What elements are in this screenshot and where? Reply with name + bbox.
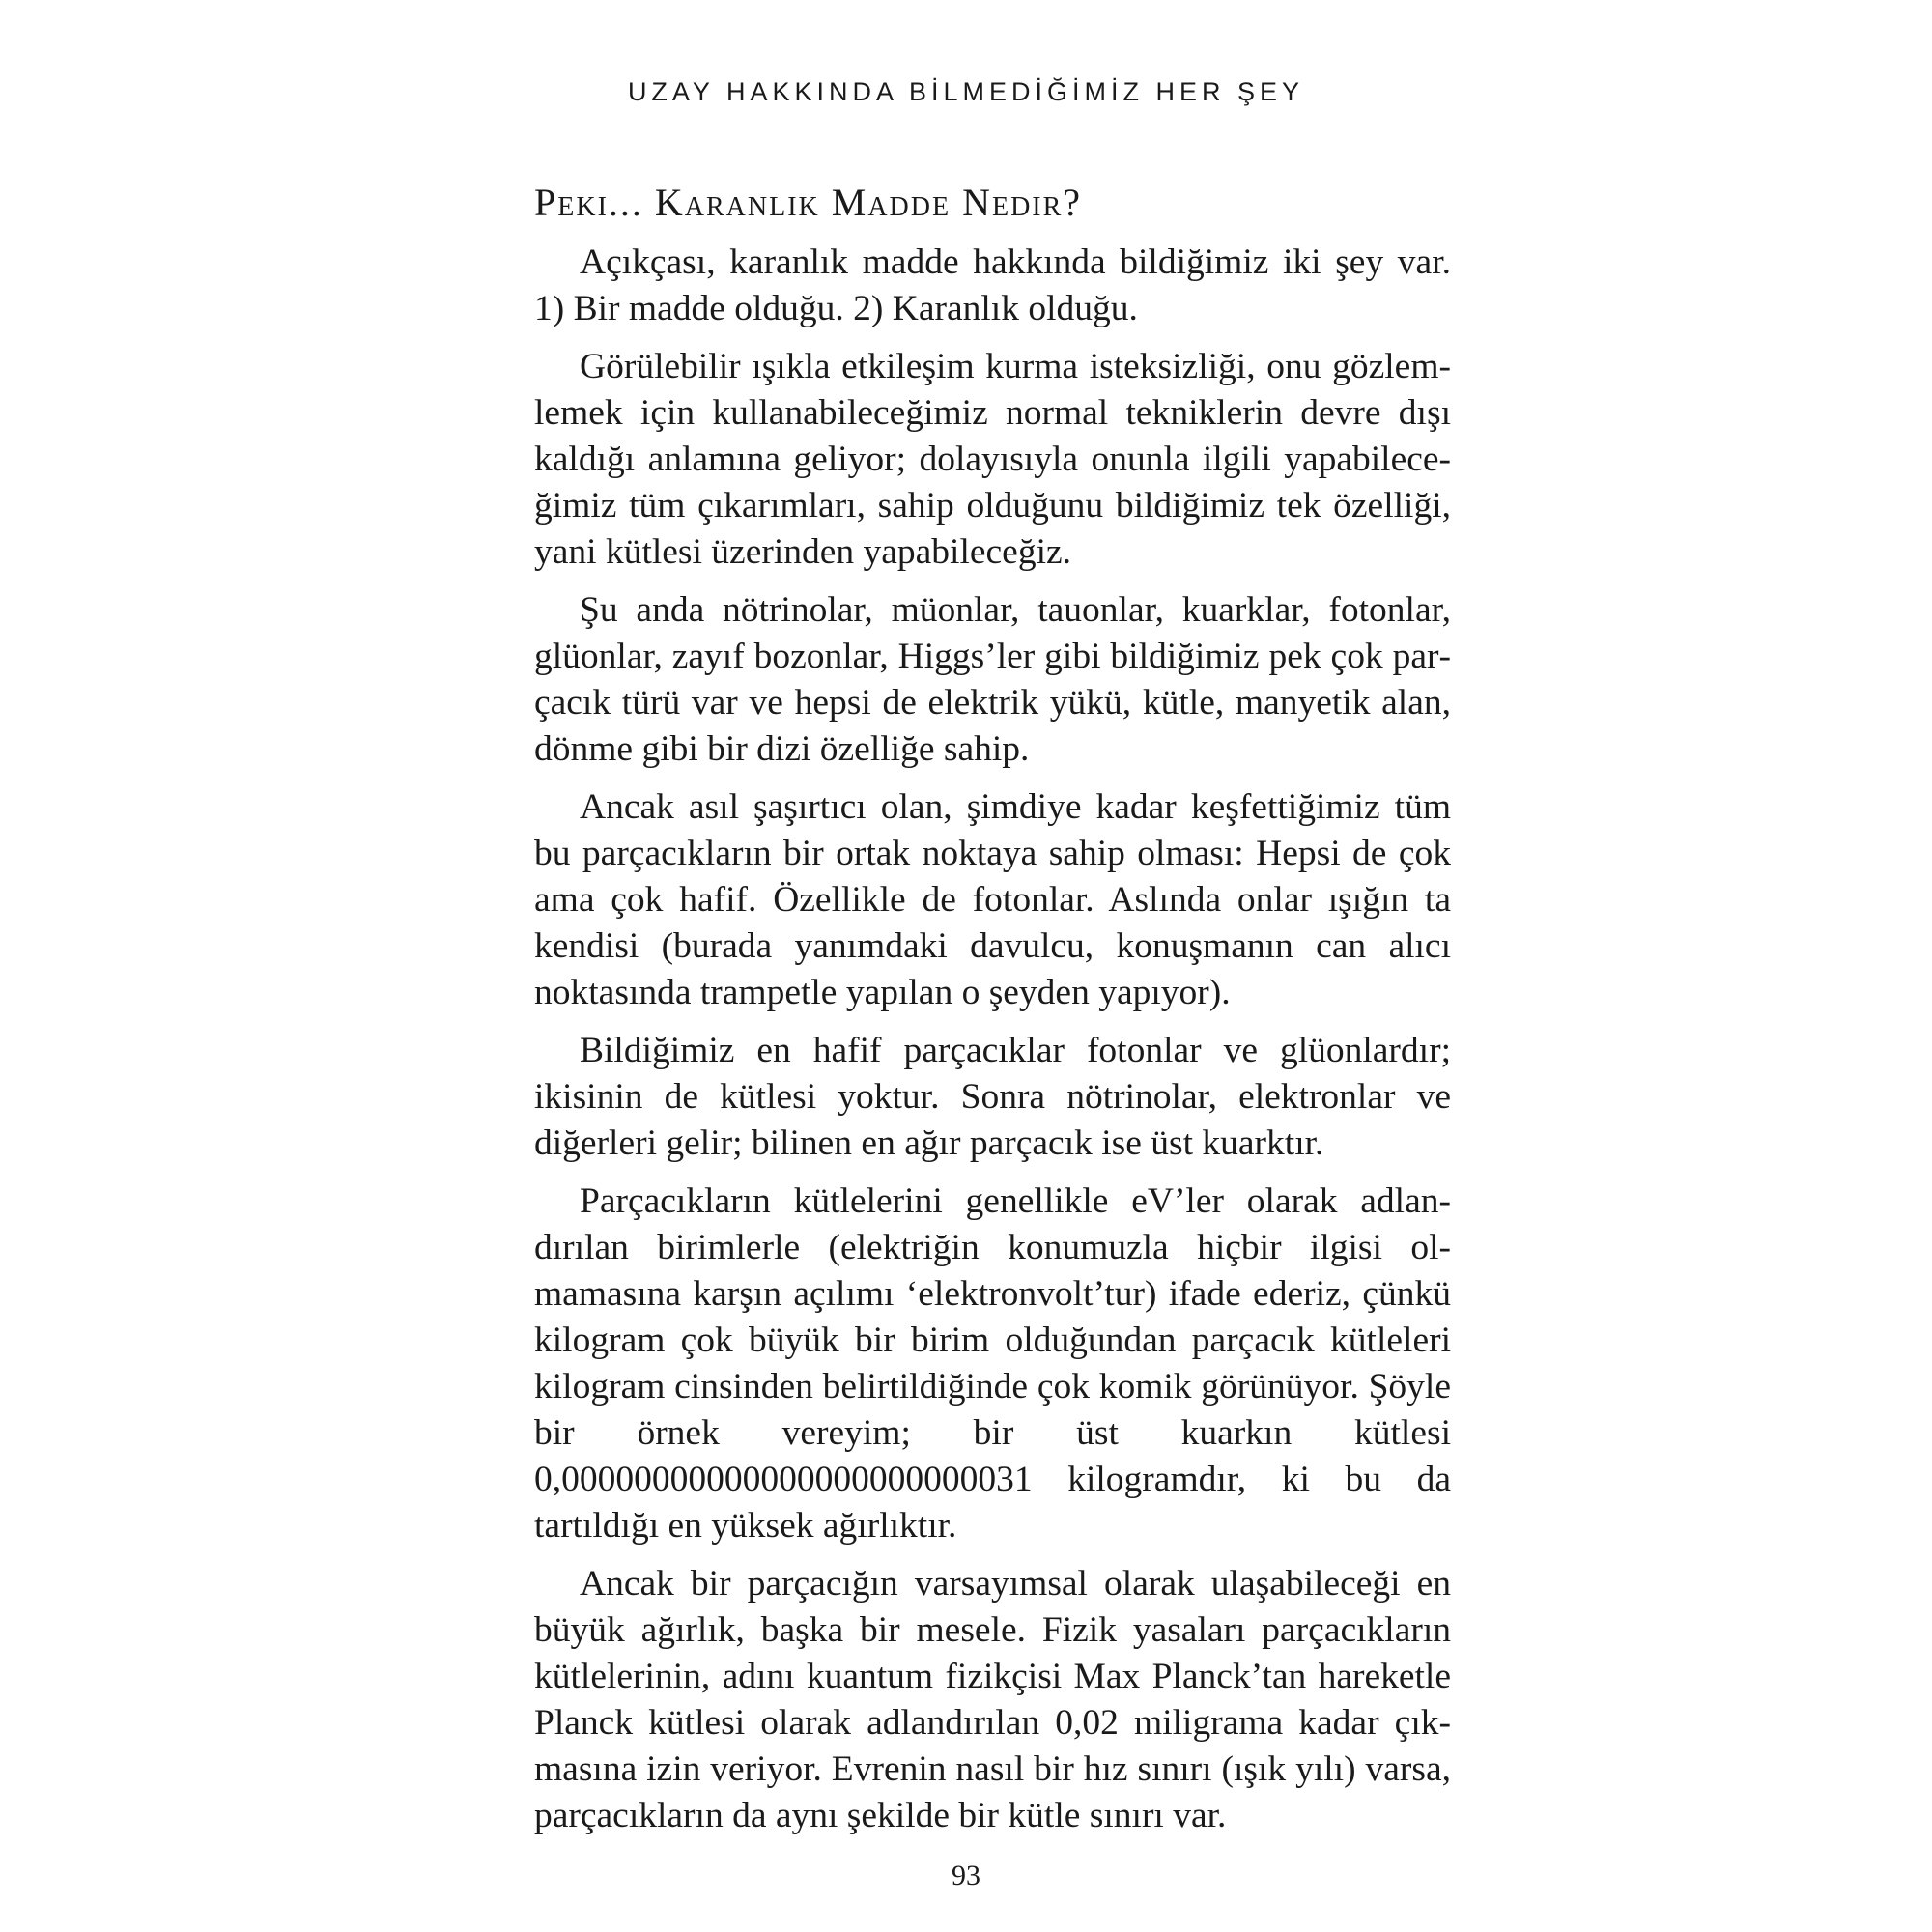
- paragraph: Şu anda nötrinolar, müonlar, tauonlar, kuarklar, fotonlar, glüonlar, zayıf bozonlar, Higgs’ler gibi bildiğimiz pek çok parçacık türü var ve hepsi de elektrik yükü, kütle, manyetik alan, dönme gibi bir dizi özelliğe sahip.: [534, 590, 1451, 769]
- page-number: 93: [952, 1860, 980, 1891]
- paragraph: Açıkçası, karanlık madde hakkında bildiğimiz iki şey var. 1) Bir madde olduğu. 2) Karanlık olduğu.: [534, 242, 1451, 328]
- section-heading: Peki... Karanlık Madde Nedir?: [534, 181, 1083, 224]
- paragraph: Görülebilir ışıkla etkileşim kurma isteksizliği, onu gözlemlemek için kullanabileceğimiz normal tekniklerin devre dışı kaldığı anlamına geliyor; dolayısıyla onunla ilgili yapabileceğimiz tüm çıkarımları, sahip olduğunu bildiğimiz tek özelliği, yani kütlesi üzerinden yapabileceğiz.: [534, 347, 1451, 572]
- paragraph: Ancak bir parçacığın varsayımsal olarak ulaşabileceği en büyük ağırlık, başka bir mesele. Fizik yasaları parçacıkların kütlelerinin, adını kuantum fizikçisi Max Planck’tan hareketle Planck kütlesi olarak adlandırılan 0,02 miligrama kadar çıkmasına izin veriyor. Evrenin nasıl bir hız sınırı (ışık yılı) varsa, parçacıkların da aynı şekilde bir kütle sınırı var.: [534, 1564, 1451, 1835]
- paragraph: Ancak asıl şaşırtıcı olan, şimdiye kadar keşfettiğimiz tüm bu parçacıkların bir ortak noktaya sahip olması: Hepsi de çok ama çok hafif. Özellikle de fotonlar. Aslında onlar ışığın ta kendisi (burada yanımdaki davulcu, konuşmanın can alıcı noktasında trampetle yapılan o şeyden yapıyor).: [534, 787, 1451, 1012]
- page-body: [534, 178, 1451, 1851]
- paragraph: Parçacıkların kütlelerini genellikle eV’ler olarak adlandırılan birimlerle (elektriğin konumuzla hiçbir ilgisi olmamasına karşın açılımı ‘elektronvolt’tur) ifade ederiz, çünkü kilogram çok büyük bir birim olduğundan parçacık kütleleri kilogram cinsinden belirtildiğinde çok komik görünüyor. Şöyle bir örnek vereyim; bir üst kuarkın kütlesi 0,00000000000000000000000031 kilogramdır, ki bu da tartıldığı en yüksek ağırlıktır.: [534, 1181, 1451, 1546]
- paragraph: Bildiğimiz en hafif parçacıklar fotonlar ve glüonlardır; ikisinin de kütlesi yoktur. Sonra nötrinolar, elektronlar ve diğerleri gelir; bilinen en ağır parçacık ise üst kuarktır.: [534, 1031, 1451, 1163]
- running-header: UZAY HAKKINDA BİLMEDİĞİMİZ HER ŞEY: [627, 77, 1305, 106]
